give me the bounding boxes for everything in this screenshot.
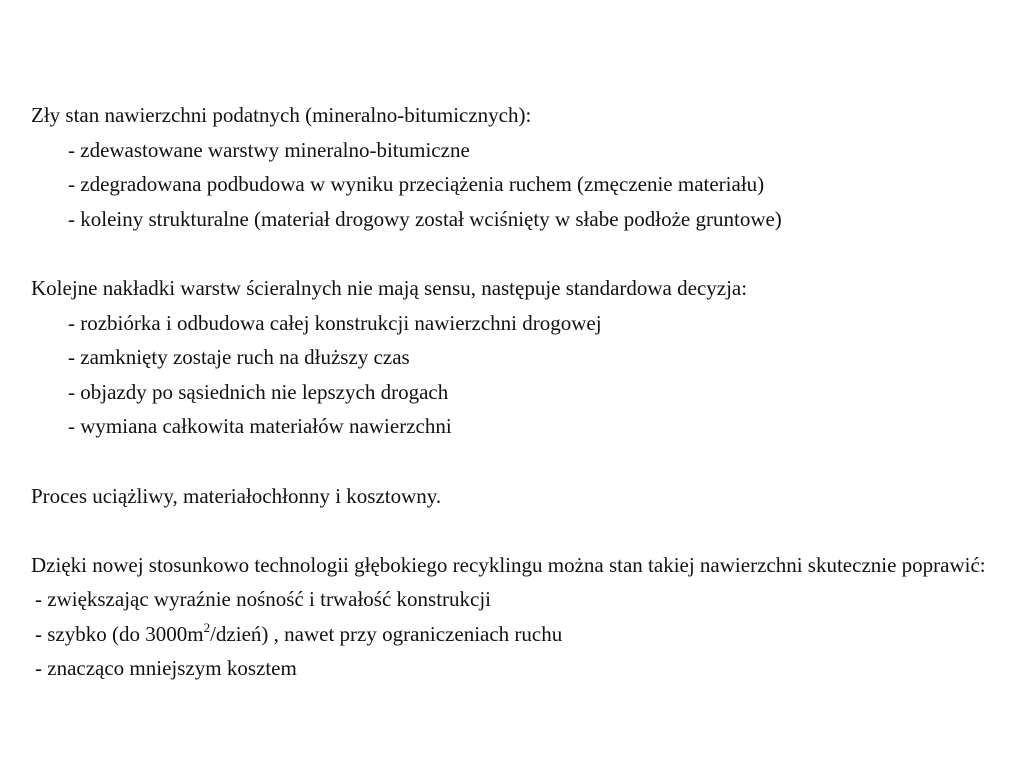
section-4-item-text: /dzień) , nawet przy ograniczeniach ruchu [210, 621, 563, 646]
section-1-item: - zdewastowane warstwy mineralno-bitumiczne [68, 137, 470, 162]
paragraph-spacer [31, 236, 991, 271]
section-2-item: - rozbiórka i odbudowa całej konstrukcji nawierzchni drogowej [68, 310, 602, 335]
superscript-exponent: 2 [203, 619, 211, 635]
section-4-item: - zwiększając wyraźnie nośność i trwałość konstrukcji [35, 587, 492, 611]
paragraph-spacer [31, 444, 991, 479]
paragraph-spacer [31, 513, 991, 548]
section-1-heading: Zły stan nawierzchni podatnych (mineralno-bitumicznych): [31, 103, 532, 127]
section-4-item-text: - szybko (do 3000m [35, 621, 204, 646]
section-2-item: - zamknięty zostaje ruch na dłuższy czas [68, 345, 410, 369]
section-3-statement: Proces uciążliwy, materiałochłonny i kosztowny. [31, 483, 442, 508]
section-2-heading: Kolejne nakładki warstw ścieralnych nie mają sensu, następuje standardowa decyzja: [31, 276, 748, 300]
section-1-item: - koleiny strukturalne (materiał drogowy został wciśnięty w słabe podłoże gruntowe) [68, 206, 782, 231]
section-1-item: - zdegradowana podbudowa w wyniku przeciążenia ruchem (zmęczenie materiału) [68, 172, 765, 196]
section-2-item: - objazdy po sąsiednich nie lepszych drogach [68, 379, 449, 404]
section-2-item: - wymiana całkowita materiałów nawierzchni [68, 414, 452, 438]
slide-content [31, 98, 991, 686]
section-4-heading: Dzięki nowej stosunkowo technologii głębokiego recyklingu można stan takiej nawierzchni skutecznie poprawić: [31, 553, 986, 577]
section-4-item [31, 617, 991, 652]
section-4-item: - znacząco mniejszym kosztem [35, 656, 297, 680]
